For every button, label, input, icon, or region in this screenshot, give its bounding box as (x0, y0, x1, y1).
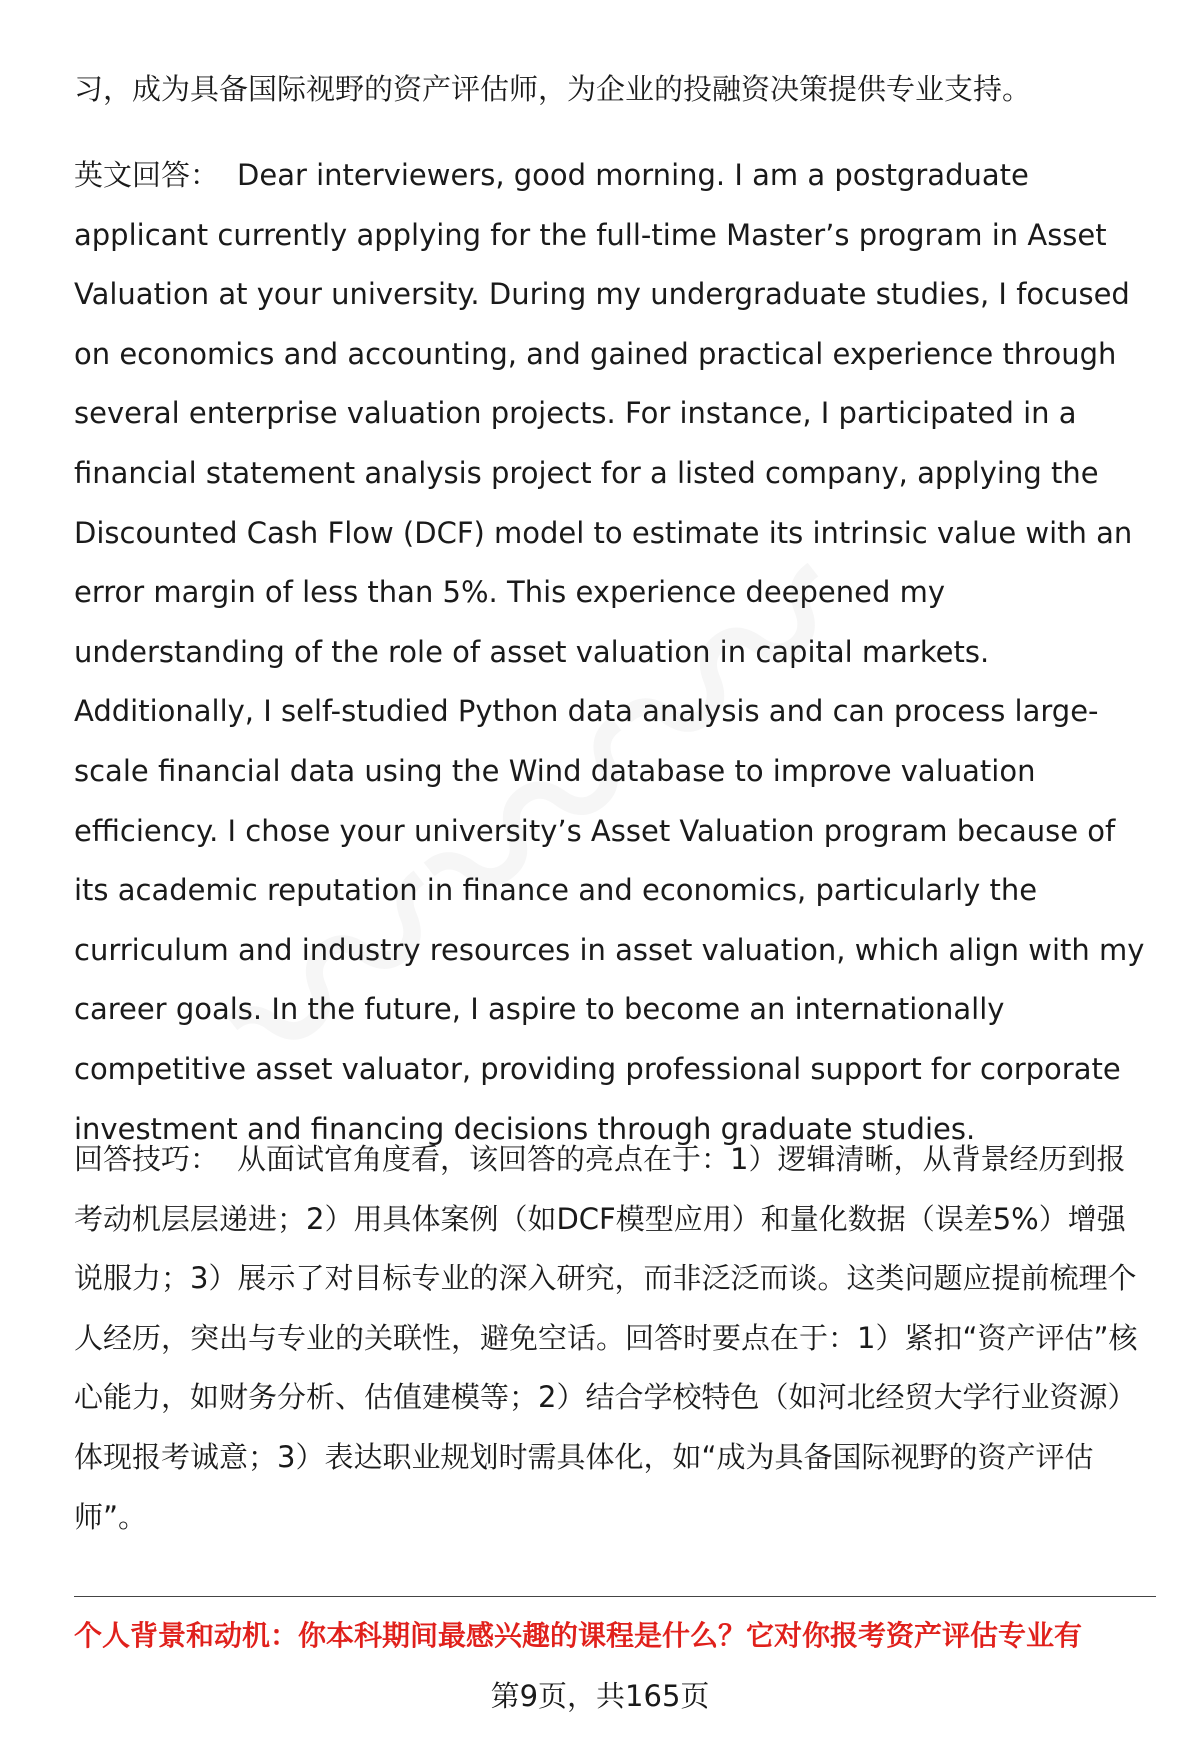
english-answer-text: Dear interviewers, good morning. I am a postgraduate applicant currently applying for the full-time Master’s program in Asset Valuation at your university. During my undergraduate studies, I focused on economics and accounting, and gained practical experience through several enterprise valuation projects. For instance, I participated in a financial statement analysis project for a listed company, applying the Discounted Cash Flow (DCF) model to estimate its intrinsic value with an error margin of less than 5%. This experience deepened my understanding of the role of asset valuation in capital markets. Additionally, I self-studied Python data analysis and can process large-scale financial data using the Wind database to improve valuation efficiency. I chose your university’s Asset Valuation program because of its academic reputation in finance and economics, particularly the curriculum and industry resources in asset valuation, which align with my career goals. In the future, I aspire to become an internationally competitive asset valuator, providing professional support for corporate investment and financing decisions through graduate studies. (74, 158, 1145, 1146)
english-answer-label: 英文回答： (74, 158, 220, 192)
english-answer-paragraph (74, 146, 1154, 1159)
section-divider (74, 1596, 1156, 1597)
paragraph-continuation (74, 60, 1154, 120)
answer-tips-paragraph (74, 1130, 1154, 1547)
paragraph-continuation-text: 习，成为具备国际视野的资产评估师，为企业的投融资决策提供专业支持。 (74, 72, 1032, 106)
next-question-heading: 个人背景和动机：你本科期间最感兴趣的课程是什么？它对你报考资产评估专业有 (74, 1619, 1083, 1652)
page-number: 第9页，共165页 (490, 1679, 710, 1713)
answer-tips-label: 回答技巧： (74, 1142, 220, 1176)
answer-tips-text: 从面试官角度看，该回答的亮点在于：1）逻辑清晰，从背景经历到报考动机层层递进；2）用具体案例（如DCF模型应用）和量化数据（误差5%）增强说服力；3）展示了对目标专业的深入研究，而非泛泛而谈。这类问题应提前梳理个人经历，突出与专业的关联性，避免空话。回答时要点在于：1）紧扣“资产评估”核心能力，如财务分析、估值建模等；2）结合学校特色（如河北经贸大学行业资源）体现报考诚意；3）表达职业规划时需具体化，如“成为具备国际视野的资产评估师”。 (74, 1142, 1138, 1534)
